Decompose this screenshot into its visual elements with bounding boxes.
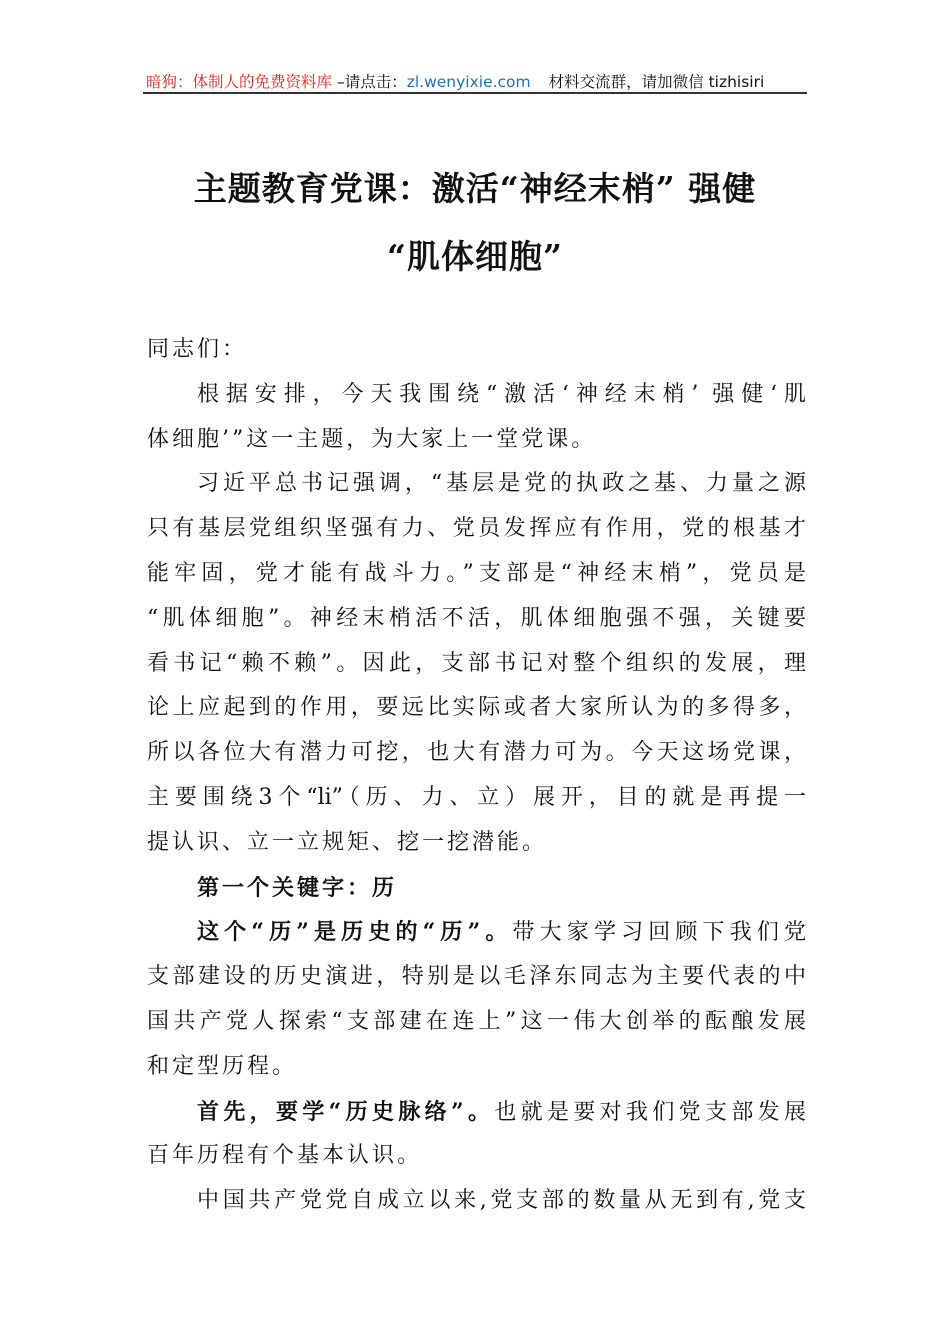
text-line	[147, 1179, 806, 1224]
bold-text: 第一个关键字：历	[197, 874, 398, 901]
bold-text: 这个“历”是历史的“历”。	[197, 919, 513, 946]
line-text: 只有基层党组织坚强有力、党员发挥应有作用，党的根基才	[147, 516, 806, 542]
line-text: 体细胞’”这一主题，为大家上一堂党课。	[147, 426, 597, 452]
line-text: 习近平总书记强调，“基层是党的执政之基、力量之源	[197, 471, 806, 497]
text-line	[147, 1090, 806, 1135]
header-divider	[143, 92, 807, 94]
text-line	[147, 597, 806, 642]
line-text: 中国共产党党自成立以来,党支部的数量从无到有,党支	[197, 1188, 806, 1214]
bold-text: 首先，要学“历史脉络”。	[197, 1098, 495, 1125]
line-text: 和定型历程。	[147, 1053, 298, 1079]
text-line	[147, 462, 806, 507]
line-text: “肌体细胞”。神经末梢活不活，肌体细胞强不强，关键要	[147, 605, 806, 631]
header-link[interactable]: zl.wenyixie.com	[406, 73, 531, 91]
text-line	[147, 910, 806, 955]
doc-title-line-2: “肌体细胞”	[387, 237, 563, 276]
text-line	[147, 776, 806, 821]
line-text: 提认识、立一立规矩、挖一挖潜能。	[147, 829, 548, 855]
doc-title-line-1: 主题教育党课：激活“神经末梢” 强健	[193, 169, 757, 208]
line-text: 论上应起到的作用，要远比实际或者大家所认为的多得多，	[147, 695, 806, 721]
line-text: 也就是要对我们党支部发展	[494, 1099, 806, 1125]
text-line	[147, 373, 806, 418]
text-line	[147, 507, 806, 552]
line-text: 主要围绕3个“li”（历、力、立）展开，目的就是再提一	[147, 784, 806, 810]
text-line	[147, 1045, 806, 1090]
text-line	[147, 686, 806, 731]
text-line	[147, 418, 806, 463]
line-text: 看书记“赖不赖”。因此，支部书记对整个组织的发展，理	[147, 650, 806, 676]
text-line	[147, 1134, 806, 1179]
line-text: 带大家学习回顾下我们党	[512, 920, 806, 946]
line-text: 所以各位大有潜力可挖，也大有潜力可为。今天这场党课，	[147, 740, 806, 766]
header-site-name: 暗狗：体制人的免费资料库	[146, 73, 333, 91]
text-line	[147, 642, 806, 687]
header-contact: 材料交流群，请加微信 tizhisiri	[548, 73, 765, 91]
line-text: 同志们：	[147, 337, 248, 362]
text-line	[147, 955, 806, 1000]
promo-header	[146, 70, 806, 92]
text-line	[147, 866, 806, 911]
text-line	[147, 821, 806, 866]
doc-body	[147, 328, 806, 1224]
line-text: 根据安排，今天我围绕“激活‘神经末梢’ 强健‘肌	[197, 381, 806, 407]
line-text: 支部建设的历史演进，特别是以毛泽东同志为主要代表的中	[147, 964, 806, 990]
text-line	[147, 731, 806, 776]
line-text: 国共产党人探索“支部建在连上”这一伟大创举的酝酿发展	[147, 1008, 806, 1034]
line-text: 能牢固，党才能有战斗力。”支部是“神经末梢”，党员是	[147, 560, 806, 586]
text-line	[147, 552, 806, 597]
text-line	[147, 328, 806, 373]
header-prompt: –请点击：	[332, 73, 407, 91]
line-text: 百年历程有个基本认识。	[147, 1143, 423, 1169]
text-line	[147, 1000, 806, 1045]
